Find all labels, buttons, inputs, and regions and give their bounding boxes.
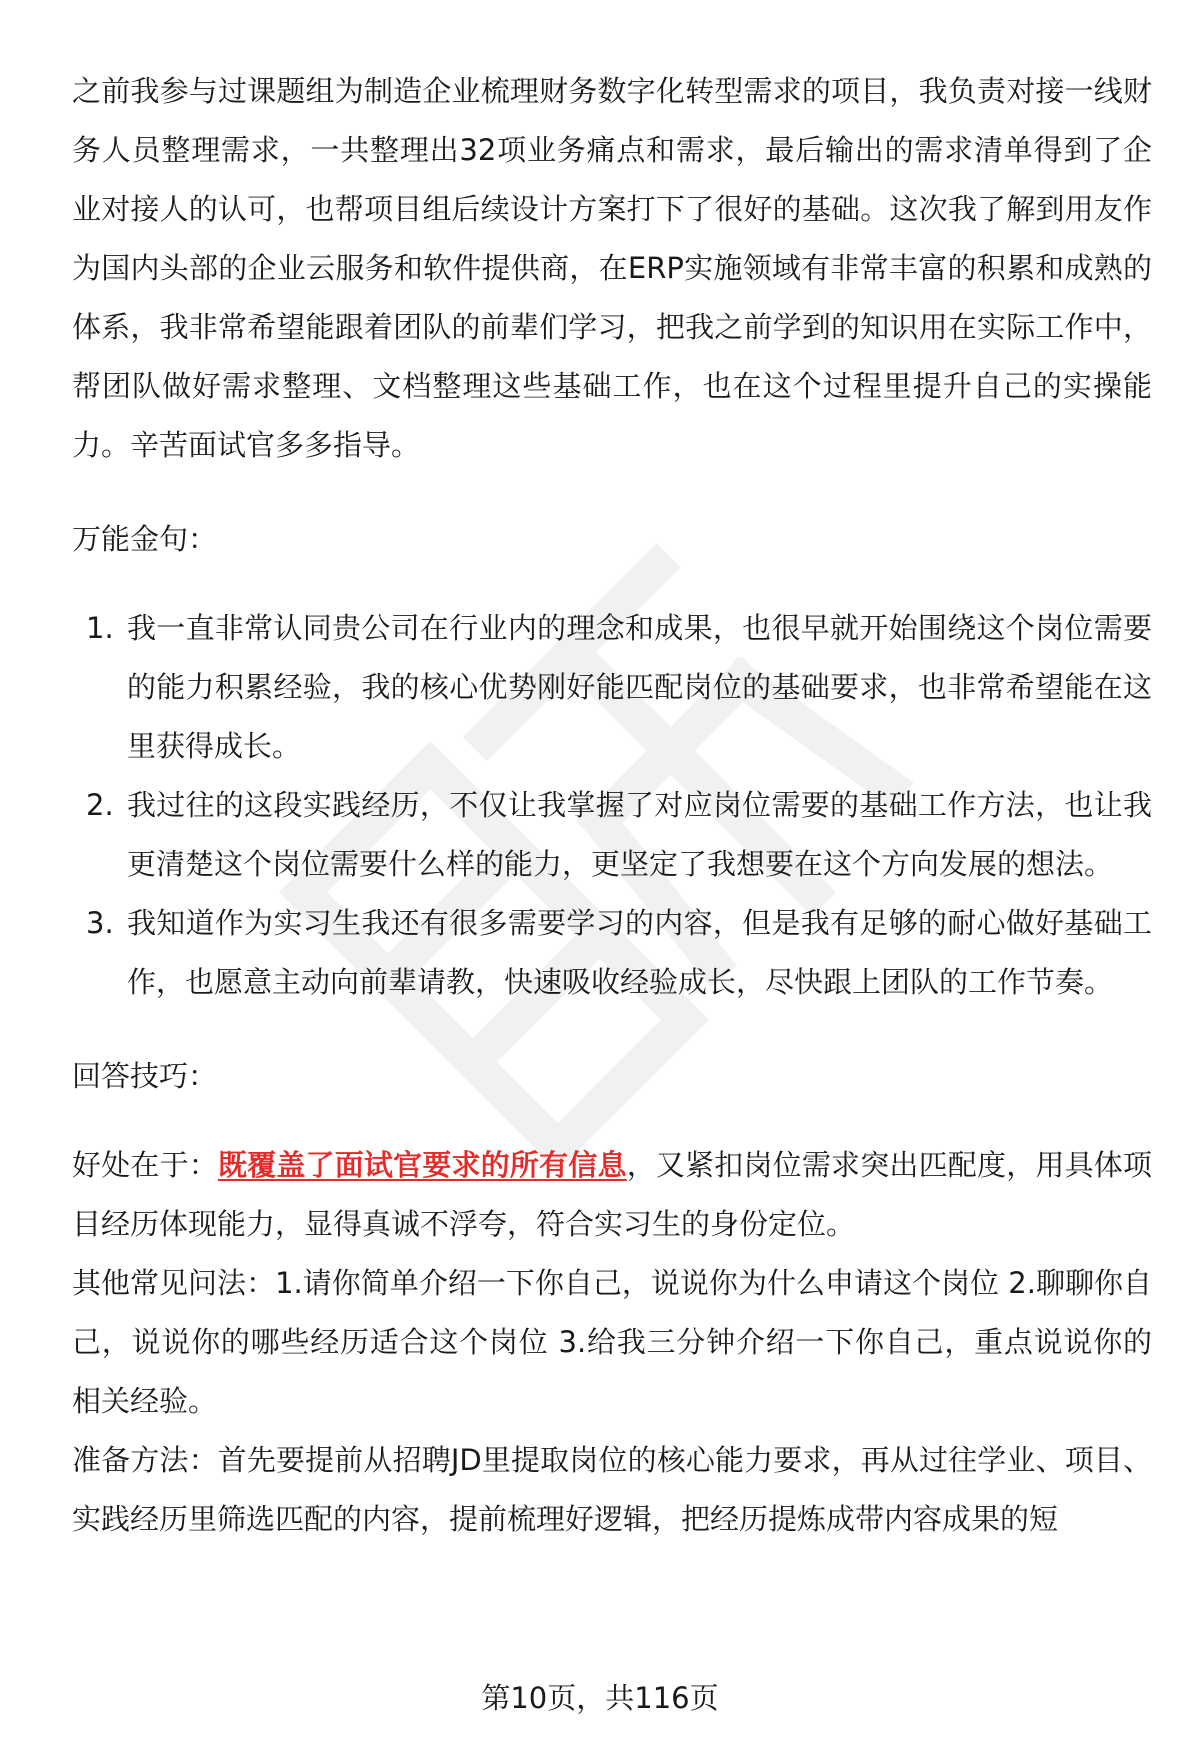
list-item-number: 3. bbox=[86, 906, 114, 940]
other-questions-paragraph bbox=[72, 1254, 1152, 1431]
prep-text: 首先要提前从招聘JD里提取岗位的核心能力要求，再从过往学业、项目、实践经历里筛选匹配的内容，提前梳理好逻辑，把经历提炼成带内容成果的短 bbox=[72, 1443, 1152, 1536]
benefit-label: 好处在于： bbox=[72, 1148, 218, 1182]
list-item bbox=[72, 776, 1152, 894]
benefit-paragraph bbox=[72, 1136, 1152, 1254]
list-item-number: 1. bbox=[86, 611, 114, 645]
intro-paragraph: 之前我参与过课题组为制造企业梳理财务数字化转型需求的项目，我负责对接一线财务人员整理需求，一共整理出32项业务痛点和需求，最后输出的需求清单得到了企业对接人的认可，也帮项目组后续设计方案打下了很好的基础。这次我了解到用友作为国内头部的企业云服务和软件提供商，在ERP实施领域有非常丰富的积累和成熟的体系，我非常希望能跟着团队的前辈们学习，把我之前学到的知识用在实际工作中，帮团队做好需求整理、文档整理这些基础工作，也在这个过程里提升自己的实操能力。辛苦面试官多多指导。 bbox=[72, 74, 1152, 462]
document-body bbox=[72, 62, 1152, 1549]
list-item-number: 2. bbox=[86, 788, 114, 822]
list-item bbox=[72, 599, 1152, 776]
other-questions-label: 其他常见问法： bbox=[72, 1266, 276, 1300]
list-item bbox=[72, 894, 1152, 1012]
benefit-highlight: 既覆盖了面试官要求的所有信息 bbox=[217, 1148, 627, 1182]
tips-heading: 回答技巧： bbox=[72, 1059, 218, 1093]
list-item-text: 我过往的这段实践经历，不仅让我掌握了对应岗位需要的基础工作方法，也让我更清楚这个岗位需要什么样的能力，更坚定了我想要在这个方向发展的想法。 bbox=[127, 788, 1152, 881]
list-item-text: 我知道作为实习生我还有很多需要学习的内容，但是我有足够的耐心做好基础工作，也愿意主动向前辈请教，快速吸收经验成长，尽快跟上团队的工作节奏。 bbox=[127, 906, 1152, 999]
page-number-footer: 第10页，共116页 bbox=[481, 1681, 719, 1715]
other-questions-text: 1.请你简单介绍一下你自己，说说你为什么申请这个岗位 2.聊聊你自己，说说你的哪些经历适合这个岗位 3.给我三分钟介绍一下你自己，重点说说你的相关经验。 bbox=[72, 1266, 1152, 1418]
golden-sentences-heading: 万能金句： bbox=[72, 522, 218, 556]
prep-paragraph bbox=[72, 1431, 1152, 1549]
list-item-text: 我一直非常认同贵公司在行业内的理念和成果，也很早就开始围绕这个岗位需要的能力积累经验，我的核心优势刚好能匹配岗位的基础要求，也非常希望能在这里获得成长。 bbox=[127, 611, 1152, 763]
benefit-text: ，又紧扣岗位需求突出匹配度，用具体项目经历体现能力，显得真诚不浮夸，符合实习生的身份定位。 bbox=[72, 1148, 1152, 1241]
golden-sentences-list bbox=[72, 599, 1152, 1012]
prep-label: 准备方法： bbox=[72, 1443, 218, 1477]
